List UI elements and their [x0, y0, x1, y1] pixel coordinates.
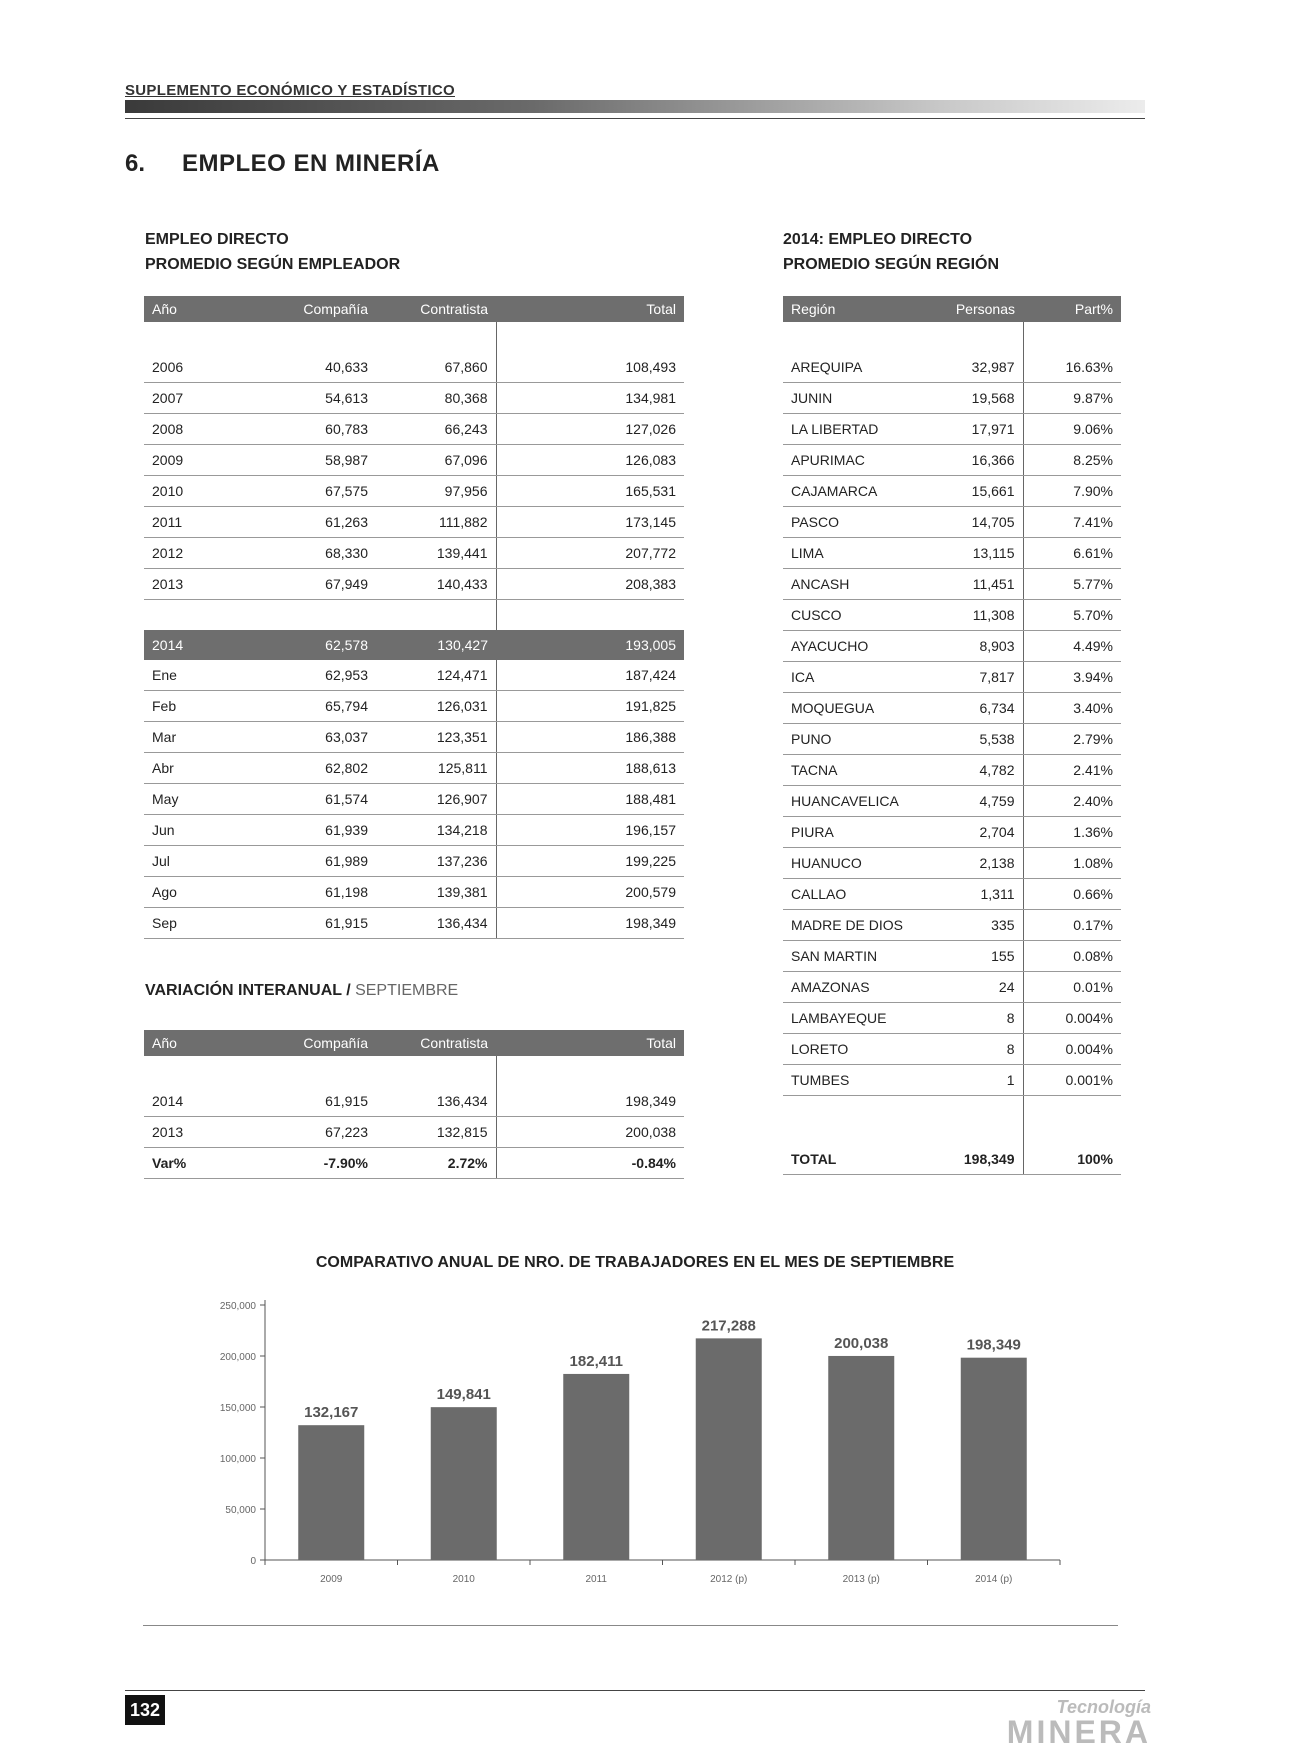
bar	[961, 1358, 1027, 1560]
var-row	[144, 1148, 684, 1179]
table-row	[783, 476, 1121, 507]
table-cell: 2,704	[931, 817, 1023, 848]
table-row	[783, 383, 1121, 414]
table-cell: 65,794	[264, 691, 376, 722]
table-cell: 1	[931, 1065, 1023, 1096]
table-cell: TOTAL	[783, 1144, 931, 1175]
var-header-year: Año	[144, 1030, 264, 1056]
table-row	[783, 755, 1121, 786]
table-row	[783, 848, 1121, 879]
table-cell: 8.25%	[1023, 445, 1121, 476]
table-cell: 68,330	[264, 538, 376, 569]
table-cell: LAMBAYEQUE	[783, 1003, 931, 1034]
table-cell: 2013	[144, 1117, 264, 1148]
employer-title-line1: EMPLEO DIRECTO	[145, 231, 289, 248]
table-cell: 134,981	[496, 383, 684, 414]
table-cell: 61,263	[264, 507, 376, 538]
table-cell: 66,243	[376, 414, 496, 445]
table-row	[783, 538, 1121, 569]
bar-value-label: 149,841	[436, 1386, 491, 1404]
table-row	[783, 631, 1121, 662]
header-gradient-bar	[125, 100, 1145, 113]
table-cell: LIMA	[783, 538, 931, 569]
table-cell: 67,096	[376, 445, 496, 476]
table-cell: TACNA	[783, 755, 931, 786]
table-row	[144, 352, 684, 383]
table-cell: 2006	[144, 352, 264, 383]
table-cell: 108,493	[496, 352, 684, 383]
table-cell: 1,311	[931, 879, 1023, 910]
table-cell: 207,772	[496, 538, 684, 569]
y-tick-label: 100,000	[219, 1454, 256, 1465]
table-cell: 14,705	[931, 507, 1023, 538]
highlight-row	[144, 630, 684, 660]
table-cell: 40,633	[264, 352, 376, 383]
table-cell: CAJAMARCA	[783, 476, 931, 507]
table-row	[783, 600, 1121, 631]
table-cell: 62,802	[264, 753, 376, 784]
variation-title-main: VARIACIÓN INTERANUAL /	[145, 982, 356, 999]
bar-value-label: 132,167	[304, 1404, 359, 1422]
table-cell: 196,157	[496, 815, 684, 846]
table-cell: 2012	[144, 538, 264, 569]
table-cell: 0.004%	[1023, 1003, 1121, 1034]
bar	[696, 1338, 762, 1560]
total-row	[783, 1144, 1121, 1175]
table-cell: 188,481	[496, 784, 684, 815]
employer-table	[144, 296, 684, 939]
table-cell: 123,351	[376, 722, 496, 753]
table-cell: 61,198	[264, 877, 376, 908]
table-cell: 0.004%	[1023, 1034, 1121, 1065]
table-cell: 62,578	[264, 630, 376, 660]
table-cell: 63,037	[264, 722, 376, 753]
table-cell: 67,860	[376, 352, 496, 383]
table-row	[144, 660, 684, 691]
table-row	[783, 414, 1121, 445]
table-row	[783, 507, 1121, 538]
table-row	[783, 352, 1121, 383]
table-cell: 7.90%	[1023, 476, 1121, 507]
table-row	[144, 815, 684, 846]
table-cell: 2008	[144, 414, 264, 445]
header-title: SUPLEMENTO ECONÓMICO Y ESTADÍSTICO	[125, 82, 455, 99]
table-cell: Var%	[144, 1148, 264, 1179]
footer-rule	[125, 1690, 1145, 1691]
y-tick-label: 150,000	[219, 1403, 256, 1414]
table-row	[783, 972, 1121, 1003]
table-cell: 0.08%	[1023, 941, 1121, 972]
table-cell: MADRE DE DIOS	[783, 910, 931, 941]
table-cell: 126,031	[376, 691, 496, 722]
table-row	[783, 1003, 1121, 1034]
table-cell: 5.70%	[1023, 600, 1121, 631]
table-cell: 186,388	[496, 722, 684, 753]
table-cell: 60,783	[264, 414, 376, 445]
table-cell: 11,451	[931, 569, 1023, 600]
table-cell: May	[144, 784, 264, 815]
table-cell: PUNO	[783, 724, 931, 755]
table-row	[144, 846, 684, 877]
section-title: EMPLEO EN MINERÍA	[182, 150, 440, 177]
table-cell: -0.84%	[496, 1148, 684, 1179]
bar	[828, 1356, 894, 1560]
table-cell: 136,434	[376, 1086, 496, 1117]
region-title-line2: PROMEDIO SEGÚN REGIÓN	[783, 256, 1000, 273]
table-cell: 2009	[144, 445, 264, 476]
spacer-row	[144, 600, 684, 631]
table-row	[144, 476, 684, 507]
region-table	[783, 296, 1121, 1175]
header-rule	[125, 118, 1145, 119]
page-number: 132	[125, 1695, 165, 1725]
table-row	[144, 908, 684, 939]
x-tick-label: 2012 (p)	[710, 1574, 748, 1585]
table-cell: ICA	[783, 662, 931, 693]
table-row	[783, 445, 1121, 476]
table-cell: 15,661	[931, 476, 1023, 507]
table-row	[783, 569, 1121, 600]
table-cell: 58,987	[264, 445, 376, 476]
table-cell: 61,939	[264, 815, 376, 846]
footer-rule-upper	[143, 1625, 1118, 1626]
reg-header-persons: Personas	[931, 296, 1023, 322]
col-header-year: Año	[144, 296, 264, 322]
col-header-company: Compañía	[264, 296, 376, 322]
table-cell: 173,145	[496, 507, 684, 538]
table-cell: 6,734	[931, 693, 1023, 724]
table-cell: 130,427	[376, 630, 496, 660]
table-cell: 188,613	[496, 753, 684, 784]
brand-logo	[1007, 1698, 1151, 1748]
bar	[563, 1374, 629, 1560]
table-cell: 0.01%	[1023, 972, 1121, 1003]
table-cell: 1.36%	[1023, 817, 1121, 848]
table-cell: 0.17%	[1023, 910, 1121, 941]
bar-chart	[180, 1285, 1080, 1605]
table-row	[783, 1034, 1121, 1065]
table-row	[144, 722, 684, 753]
table-cell: 2.41%	[1023, 755, 1121, 786]
table-cell: 8	[931, 1034, 1023, 1065]
table-cell: LORETO	[783, 1034, 931, 1065]
table-cell: 9.06%	[1023, 414, 1121, 445]
table-row	[144, 1086, 684, 1117]
table-cell: Feb	[144, 691, 264, 722]
table-row	[144, 414, 684, 445]
chart-title: COMPARATIVO ANUAL DE NRO. DE TRABAJADORES EN EL MES DE SEPTIEMBRE	[315, 1254, 955, 1271]
y-tick-label: 50,000	[225, 1505, 256, 1516]
bar-value-label: 200,038	[834, 1334, 889, 1352]
x-tick-label: 2013 (p)	[842, 1574, 880, 1585]
var-header-company: Compañía	[264, 1030, 376, 1056]
table-cell: PASCO	[783, 507, 931, 538]
table-cell: 111,882	[376, 507, 496, 538]
table-cell: Ene	[144, 660, 264, 691]
table-cell: 2,138	[931, 848, 1023, 879]
table-cell: 32,987	[931, 352, 1023, 383]
variation-table	[144, 1030, 684, 1179]
variation-header-row	[144, 1030, 684, 1056]
table-cell: Ago	[144, 877, 264, 908]
table-cell: 24	[931, 972, 1023, 1003]
table-cell: 5,538	[931, 724, 1023, 755]
x-tick-label: 2014 (p)	[975, 1574, 1013, 1585]
bar	[298, 1425, 364, 1560]
brand-line2: MINERA	[1006, 1714, 1151, 1750]
table-cell: 200,579	[496, 877, 684, 908]
region-title-line1: 2014: EMPLEO DIRECTO	[783, 231, 973, 248]
table-cell: CALLAO	[783, 879, 931, 910]
table-cell: 97,956	[376, 476, 496, 507]
table-cell: 13,115	[931, 538, 1023, 569]
table-cell: 200,038	[496, 1117, 684, 1148]
table-row	[783, 693, 1121, 724]
table-row	[783, 910, 1121, 941]
table-cell: 4,782	[931, 755, 1023, 786]
x-tick-label: 2010	[452, 1574, 475, 1585]
var-header-total: Total	[496, 1030, 684, 1056]
table-cell: 2007	[144, 383, 264, 414]
spacer-row	[783, 322, 1121, 352]
table-cell: 67,949	[264, 569, 376, 600]
col-header-contractor: Contratista	[376, 296, 496, 322]
table-cell: MOQUEGUA	[783, 693, 931, 724]
var-header-contractor: Contratista	[376, 1030, 496, 1056]
table-cell: Mar	[144, 722, 264, 753]
table-row	[144, 1117, 684, 1148]
table-cell: 127,026	[496, 414, 684, 445]
table-cell: 2014	[144, 630, 264, 660]
table-cell: 2.72%	[376, 1148, 496, 1179]
table-row	[783, 724, 1121, 755]
table-cell: 132,815	[376, 1117, 496, 1148]
table-cell: 19,568	[931, 383, 1023, 414]
table-row	[144, 507, 684, 538]
table-cell: 11,308	[931, 600, 1023, 631]
y-tick-label: 0	[250, 1556, 256, 1567]
table-cell: Sep	[144, 908, 264, 939]
table-cell: 136,434	[376, 908, 496, 939]
table-row	[783, 941, 1121, 972]
table-row	[144, 383, 684, 414]
table-cell: 4.49%	[1023, 631, 1121, 662]
table-row	[783, 786, 1121, 817]
table-cell: Abr	[144, 753, 264, 784]
table-cell: JUNIN	[783, 383, 931, 414]
table-row	[783, 879, 1121, 910]
table-cell: 5.77%	[1023, 569, 1121, 600]
table-cell: 0.001%	[1023, 1065, 1121, 1096]
table-cell: 3.40%	[1023, 693, 1121, 724]
x-tick-label: 2011	[585, 1574, 608, 1585]
table-cell: 62,953	[264, 660, 376, 691]
table-cell: 198,349	[496, 908, 684, 939]
table-cell: ANCASH	[783, 569, 931, 600]
table-cell: 16,366	[931, 445, 1023, 476]
table-cell: 3.94%	[1023, 662, 1121, 693]
brand-line1: Tecnología	[1056, 1697, 1151, 1717]
table-cell: Jul	[144, 846, 264, 877]
table-cell: 0.66%	[1023, 879, 1121, 910]
table-cell: 100%	[1023, 1144, 1121, 1175]
table-cell: 16.63%	[1023, 352, 1121, 383]
table-row	[144, 445, 684, 476]
table-cell: 198,349	[931, 1144, 1023, 1175]
spacer-row	[144, 1056, 684, 1086]
table-row	[783, 817, 1121, 848]
table-cell: HUANCAVELICA	[783, 786, 931, 817]
table-cell: TUMBES	[783, 1065, 931, 1096]
employer-title-line2: PROMEDIO SEGÚN EMPLEADOR	[145, 256, 401, 273]
table-row	[144, 569, 684, 600]
table-row	[144, 538, 684, 569]
table-cell: AREQUIPA	[783, 352, 931, 383]
spacer-row	[144, 322, 684, 352]
table-cell: APURIMAC	[783, 445, 931, 476]
table-cell: 2010	[144, 476, 264, 507]
variation-title-month: SEPTIEMBRE	[355, 982, 459, 999]
bar-value-label: 198,349	[966, 1336, 1021, 1354]
table-cell: 126,907	[376, 784, 496, 815]
reg-header-share: Part%	[1023, 296, 1121, 322]
table-cell: 124,471	[376, 660, 496, 691]
table-cell: SAN MARTIN	[783, 941, 931, 972]
spacer-row	[783, 1096, 1121, 1145]
table-row	[144, 784, 684, 815]
table-cell: 139,441	[376, 538, 496, 569]
table-cell: 191,825	[496, 691, 684, 722]
x-tick-label: 2009	[320, 1574, 343, 1585]
table-cell: 2013	[144, 569, 264, 600]
table-cell: 140,433	[376, 569, 496, 600]
region-table-title	[783, 227, 999, 277]
table-cell: AMAZONAS	[783, 972, 931, 1003]
table-cell: 139,381	[376, 877, 496, 908]
table-cell: 80,368	[376, 383, 496, 414]
table-cell: 193,005	[496, 630, 684, 660]
table-cell: 61,574	[264, 784, 376, 815]
table-cell: 335	[931, 910, 1023, 941]
table-row	[783, 662, 1121, 693]
table-row	[144, 877, 684, 908]
table-cell: 2014	[144, 1086, 264, 1117]
table-cell: PIURA	[783, 817, 931, 848]
table-cell: LA LIBERTAD	[783, 414, 931, 445]
table-cell: 2.40%	[1023, 786, 1121, 817]
table-cell: -7.90%	[264, 1148, 376, 1179]
table-row	[144, 753, 684, 784]
table-row	[783, 1065, 1121, 1096]
table-cell: Jun	[144, 815, 264, 846]
table-cell: 187,424	[496, 660, 684, 691]
table-cell: CUSCO	[783, 600, 931, 631]
table-cell: 9.87%	[1023, 383, 1121, 414]
table-cell: 208,383	[496, 569, 684, 600]
table-cell: 199,225	[496, 846, 684, 877]
table-cell: AYACUCHO	[783, 631, 931, 662]
table-cell: 134,218	[376, 815, 496, 846]
table-cell: 198,349	[496, 1086, 684, 1117]
table-cell: 4,759	[931, 786, 1023, 817]
table-cell: 155	[931, 941, 1023, 972]
employer-header-row	[144, 296, 684, 322]
region-header-row	[783, 296, 1121, 322]
table-cell: 165,531	[496, 476, 684, 507]
table-cell: 2011	[144, 507, 264, 538]
table-cell: 61,915	[264, 1086, 376, 1117]
section-number: 6.	[125, 150, 146, 177]
col-header-total: Total	[496, 296, 684, 322]
table-cell: 67,223	[264, 1117, 376, 1148]
bar-value-label: 217,288	[701, 1317, 756, 1335]
table-cell: 67,575	[264, 476, 376, 507]
table-cell: 7.41%	[1023, 507, 1121, 538]
table-cell: 8,903	[931, 631, 1023, 662]
table-cell: 61,989	[264, 846, 376, 877]
table-cell: 8	[931, 1003, 1023, 1034]
table-cell: 126,083	[496, 445, 684, 476]
bar-value-label: 182,411	[569, 1352, 623, 1370]
table-cell: 61,915	[264, 908, 376, 939]
employer-table-title	[145, 227, 400, 277]
y-tick-label: 250,000	[219, 1301, 256, 1312]
table-cell: 54,613	[264, 383, 376, 414]
y-tick-label: 200,000	[219, 1352, 256, 1363]
bar	[431, 1407, 497, 1560]
table-cell: 17,971	[931, 414, 1023, 445]
table-cell: 2.79%	[1023, 724, 1121, 755]
variation-table-title	[145, 978, 458, 1003]
reg-header-region: Región	[783, 296, 931, 322]
table-cell: HUANUCO	[783, 848, 931, 879]
table-cell: 7,817	[931, 662, 1023, 693]
table-cell: 125,811	[376, 753, 496, 784]
table-cell: 6.61%	[1023, 538, 1121, 569]
table-cell: 137,236	[376, 846, 496, 877]
table-row	[144, 691, 684, 722]
table-cell: 1.08%	[1023, 848, 1121, 879]
